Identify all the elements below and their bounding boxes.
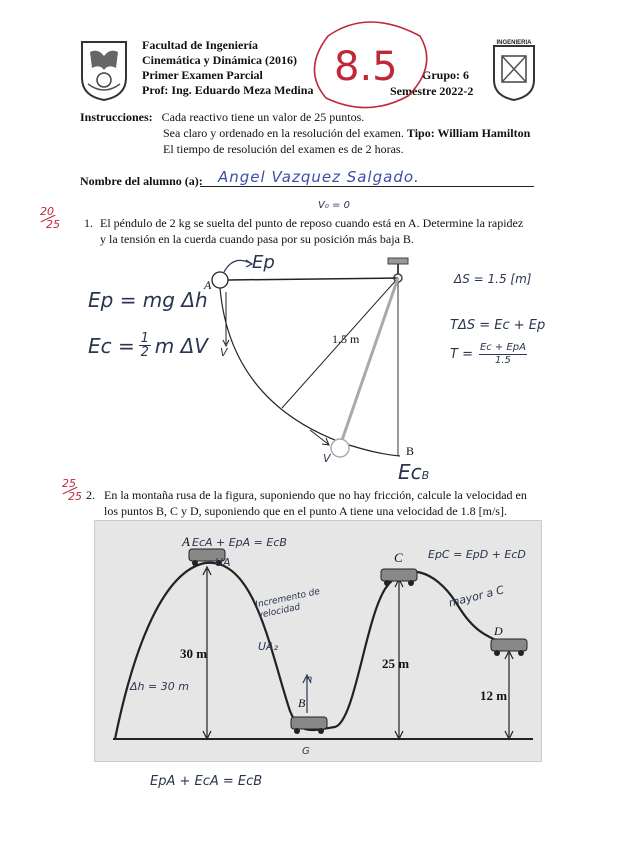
hw-tension-eq-den: 1.5 <box>495 355 511 366</box>
course-name: Cinemática y Dinámica (2016) <box>142 53 297 67</box>
hw-mayor: mayor a C <box>447 583 506 610</box>
hw-g: G <box>302 746 310 757</box>
hw-ec-formula-left: Ec = <box>88 333 135 358</box>
semester-label: Semestre 2022-2 <box>390 84 474 98</box>
hw-incremento: Incremento de velocidad <box>254 586 321 622</box>
problem1-score-points: 20 <box>40 205 54 218</box>
problem2-score-total: 25 <box>68 490 82 503</box>
instructions-line3: El tiempo de resolución del examen es de 2 horas. <box>163 142 404 156</box>
hw-ec-b-sub: B <box>421 469 430 482</box>
student-name-line <box>200 186 534 187</box>
group-label: Grupo: 6 <box>422 68 470 82</box>
hw-ec-b <box>398 460 429 484</box>
hw-ec-formula-num: 1 <box>140 331 149 346</box>
hw-ep-formula: Ep = mg Δh <box>88 288 208 312</box>
hw-tension-eq <box>450 342 527 367</box>
grade-score: 8.5 <box>334 44 398 90</box>
pendulum-length-label: 1.5 m <box>332 332 360 346</box>
engineering-logo <box>488 36 540 102</box>
string-near-B <box>340 278 398 446</box>
problem2-text-line2: los puntos B, C y D, suponiendo que en el punto A tiene una velocidad de 1.8 [m/s]. <box>104 504 507 518</box>
hw-v-bottom: V <box>323 452 331 465</box>
problem2-score-points: 25 <box>62 477 76 490</box>
hw-v-left: V <box>220 346 228 359</box>
pivot-mount <box>388 258 408 264</box>
coaster-label-C: C <box>394 550 403 565</box>
instructions-line1: Cada reactivo tiene un valor de 25 puntos. <box>161 110 365 124</box>
coaster-label-A: A <box>182 534 190 549</box>
pendulum-label-B: B <box>406 444 415 458</box>
unam-logo <box>78 38 130 102</box>
problem1-number: 1. <box>84 216 93 230</box>
swing-arc <box>220 288 400 456</box>
exam-name: Primer Examen Parcial <box>142 68 263 82</box>
problem1-text-line2: y la tensión en la cuerda cuando pasa por su posición más baja B. <box>100 232 414 246</box>
coaster-label-B: B <box>298 696 306 710</box>
hw-delta-h: Δh = 30 m <box>130 680 189 693</box>
problem2-number: 2. <box>86 488 95 502</box>
problem1-v0-note: V₀ = 0 <box>318 200 350 211</box>
pendulum-label-A: A <box>204 278 212 292</box>
pendulum-diagram <box>190 250 440 490</box>
faculty-name: Facultad de Ingeniería <box>142 38 258 52</box>
hw-tension-eq-num: Ec + EpA <box>479 342 526 353</box>
hw-delta-s: ΔS = 1.5 [m] <box>454 272 532 286</box>
problem1-text-line1: El péndulo de 2 kg se suelta del punto de reposo cuando está en A. Determine la rapidez <box>100 216 524 230</box>
bob-near-B <box>331 439 349 457</box>
hw-ec-b-main: Ec <box>398 460 422 484</box>
coaster-height-A: 30 m <box>180 646 208 661</box>
problem1-score-total: 25 <box>46 218 60 231</box>
exam-type: Tipo: William Hamilton <box>406 126 531 140</box>
instructions-label: Instrucciones: <box>80 110 153 124</box>
coaster-height-D: 12 m <box>480 688 508 703</box>
engineering-logo-text: INGENIERIA <box>496 40 532 46</box>
hw-ec-formula-den: 2 <box>140 345 149 360</box>
hw-velocity-A2: UA₂ <box>258 640 278 653</box>
bob-A <box>212 272 228 288</box>
instructions-line2: Sea claro y ordenado en la resolución del examen. <box>163 126 404 140</box>
hw-work-eq: TΔS = Ec + Ep <box>450 318 546 333</box>
coaster-label-D: D <box>494 624 503 638</box>
string-at-A <box>228 278 398 280</box>
student-name: Angel Vazquez Salgado. <box>218 168 420 186</box>
coaster-height-C: 25 m <box>382 656 410 671</box>
professor-name: Prof: Ing. Eduardo Meza Medina <box>142 83 314 97</box>
hw-ec-formula <box>88 332 208 359</box>
hw-energy-A: EcA + EpA = EcB <box>192 536 287 549</box>
problem1-score <box>40 206 60 231</box>
hw-tension-eq-left: T = <box>450 347 473 362</box>
hw-normal: n <box>306 674 313 685</box>
hw-ep: Ep <box>252 252 275 273</box>
hw-energy-C: EpC = EpD + EcD <box>428 548 526 561</box>
cart-B <box>291 717 327 734</box>
problem2-text-line1: En la montaña rusa de la figura, suponiendo que no hay fricción, calcule la velocidad en <box>104 488 527 502</box>
hw-velocity-A: UA <box>215 556 231 569</box>
student-name-label: Nombre del alumno (a): <box>80 174 203 188</box>
hw-bottom-eq: EpA + EcA = EcB <box>150 774 263 789</box>
hw-ec-formula-right: m ΔV <box>154 333 208 358</box>
problem2-score <box>62 478 82 503</box>
